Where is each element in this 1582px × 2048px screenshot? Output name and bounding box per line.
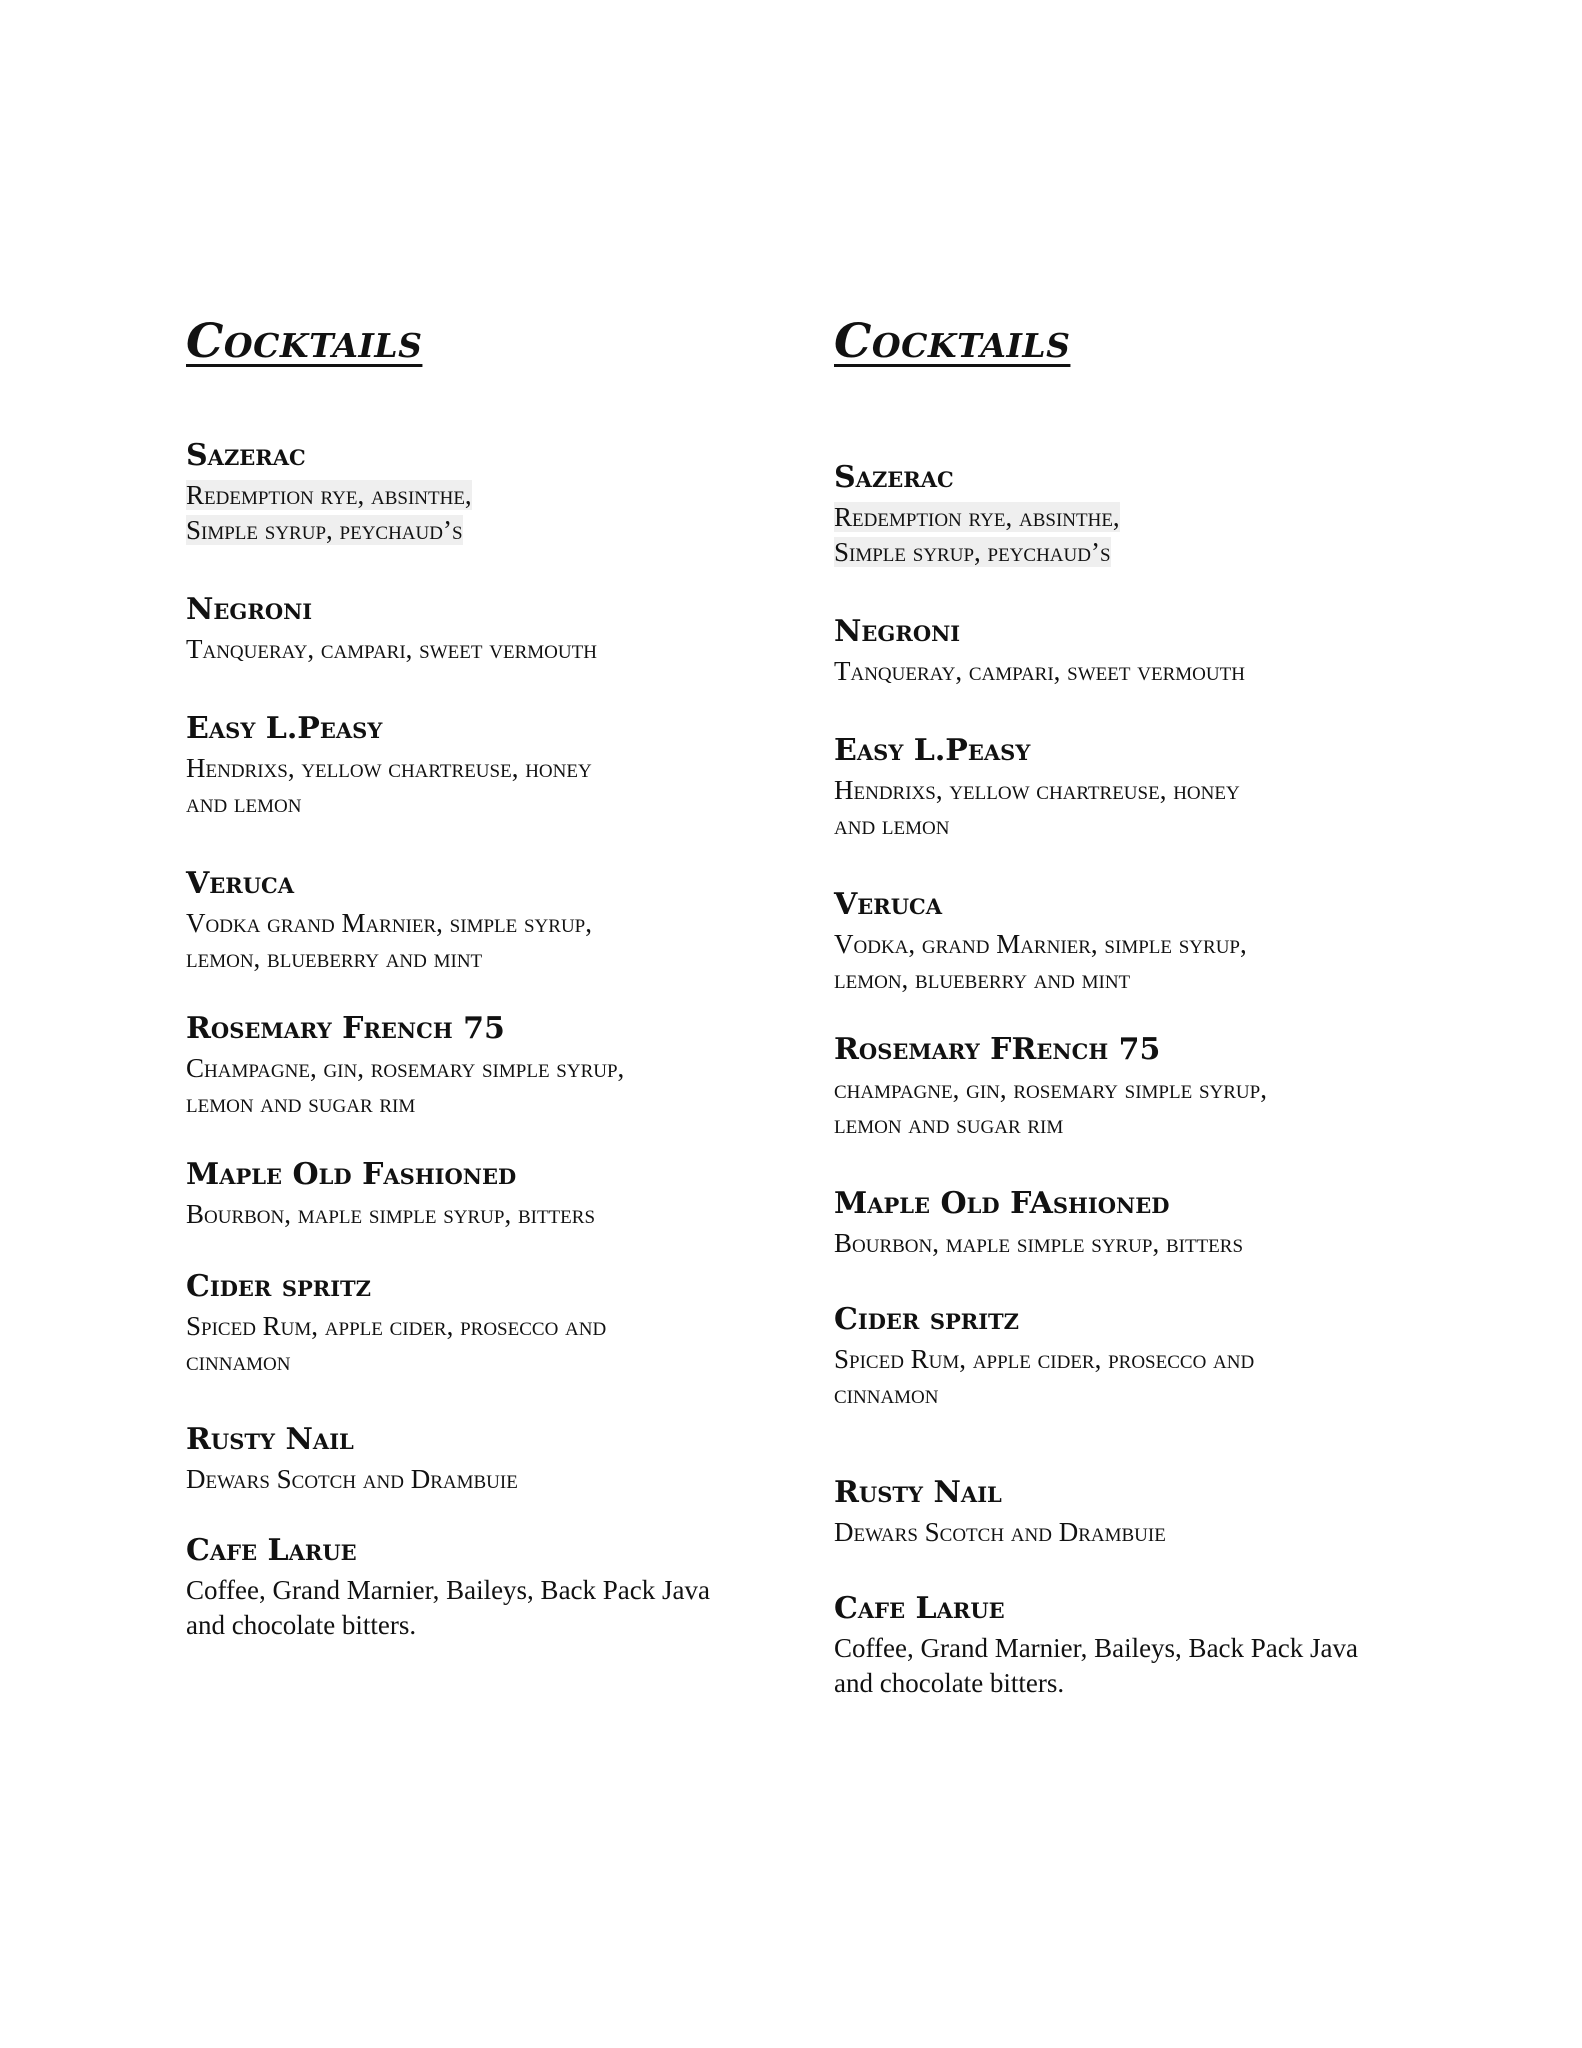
item-name: Veruca — [186, 866, 295, 901]
item-name: Rusty Nail — [834, 1475, 1002, 1510]
menu-item — [834, 1475, 1454, 1550]
menu-item — [834, 460, 1454, 570]
item-description: Spiced Rum, apple cider, prosecco and cinnamon — [834, 1344, 1255, 1409]
menu-item — [186, 592, 806, 667]
item-name: Cafe Larue — [186, 1533, 357, 1568]
item-name: Negroni — [834, 614, 961, 649]
item-name: Easy L.Peasy — [186, 711, 383, 746]
menu-item — [834, 1591, 1454, 1701]
item-description: Dewars Scotch and Drambuie — [834, 1517, 1166, 1547]
highlighted-description: Redemption rye, absinthe, Simple syrup, peychaud’s — [834, 502, 1120, 567]
menu-item — [186, 1269, 806, 1379]
item-description — [186, 478, 806, 548]
menu-item — [186, 438, 806, 548]
menu-item — [186, 1011, 806, 1121]
item-name: Maple Old Fashioned — [186, 1157, 517, 1192]
item-name: Sazerac — [834, 460, 954, 495]
item-name: Veruca — [834, 887, 943, 922]
menu-item — [186, 1157, 806, 1232]
item-name: Rusty Nail — [186, 1422, 354, 1457]
item-name: Maple Old FAshioned — [834, 1186, 1170, 1221]
menu-title: Cocktails — [186, 314, 423, 369]
highlighted-description: Redemption rye, absinthe, Simple syrup, peychaud’s — [186, 480, 472, 545]
menu-item — [834, 1302, 1454, 1412]
item-description: Spiced Rum, apple cider, prosecco and cinnamon — [186, 1311, 607, 1376]
item-description: Bourbon, maple simple syrup, bitters — [186, 1199, 596, 1229]
item-description: Coffee, Grand Marnier, Baileys, Back Pack Java and chocolate bitters. — [186, 1575, 710, 1640]
item-name: Cider spritz — [186, 1269, 372, 1304]
item-description: Dewars Scotch and Drambuie — [186, 1464, 518, 1494]
menu-item — [834, 733, 1454, 843]
menu-item — [834, 887, 1454, 997]
item-description: Bourbon, maple simple syrup, bitters — [834, 1228, 1244, 1258]
menu-item — [186, 1422, 806, 1497]
item-name: Cider spritz — [834, 1302, 1020, 1337]
menu-item — [186, 711, 806, 821]
item-name: Rosemary French 75 — [186, 1011, 505, 1046]
menu-item — [186, 866, 806, 976]
item-description: Tanqueray, campari, sweet vermouth — [834, 656, 1245, 686]
item-description — [834, 500, 1454, 570]
item-name: Cafe Larue — [834, 1591, 1005, 1626]
item-description: Tanqueray, campari, sweet vermouth — [186, 634, 597, 664]
menu-item — [834, 614, 1454, 689]
item-name: Easy L.Peasy — [834, 733, 1031, 768]
item-description: Hendrixs, yellow chartreuse, honey and lemon — [186, 753, 592, 818]
item-name: Rosemary FRench 75 — [834, 1032, 1161, 1067]
menu-title: Cocktails — [834, 314, 1071, 369]
item-description: champagne, gin, rosemary simple syrup, lemon and sugar rim — [834, 1074, 1267, 1139]
item-description: Hendrixs, yellow chartreuse, honey and lemon — [834, 775, 1240, 840]
item-name: Negroni — [186, 592, 313, 627]
item-description: Coffee, Grand Marnier, Baileys, Back Pack Java and chocolate bitters. — [834, 1633, 1358, 1698]
item-description: Champagne, gin, rosemary simple syrup, lemon and sugar rim — [186, 1053, 625, 1118]
menu-item — [186, 1533, 806, 1643]
menu-item — [834, 1186, 1454, 1261]
item-name: Sazerac — [186, 438, 306, 473]
menu-item — [834, 1032, 1454, 1142]
item-description: Vodka grand Marnier, simple syrup, lemon, blueberry and mint — [186, 908, 592, 973]
item-description: Vodka, grand Marnier, simple syrup, lemon, blueberry and mint — [834, 929, 1247, 994]
